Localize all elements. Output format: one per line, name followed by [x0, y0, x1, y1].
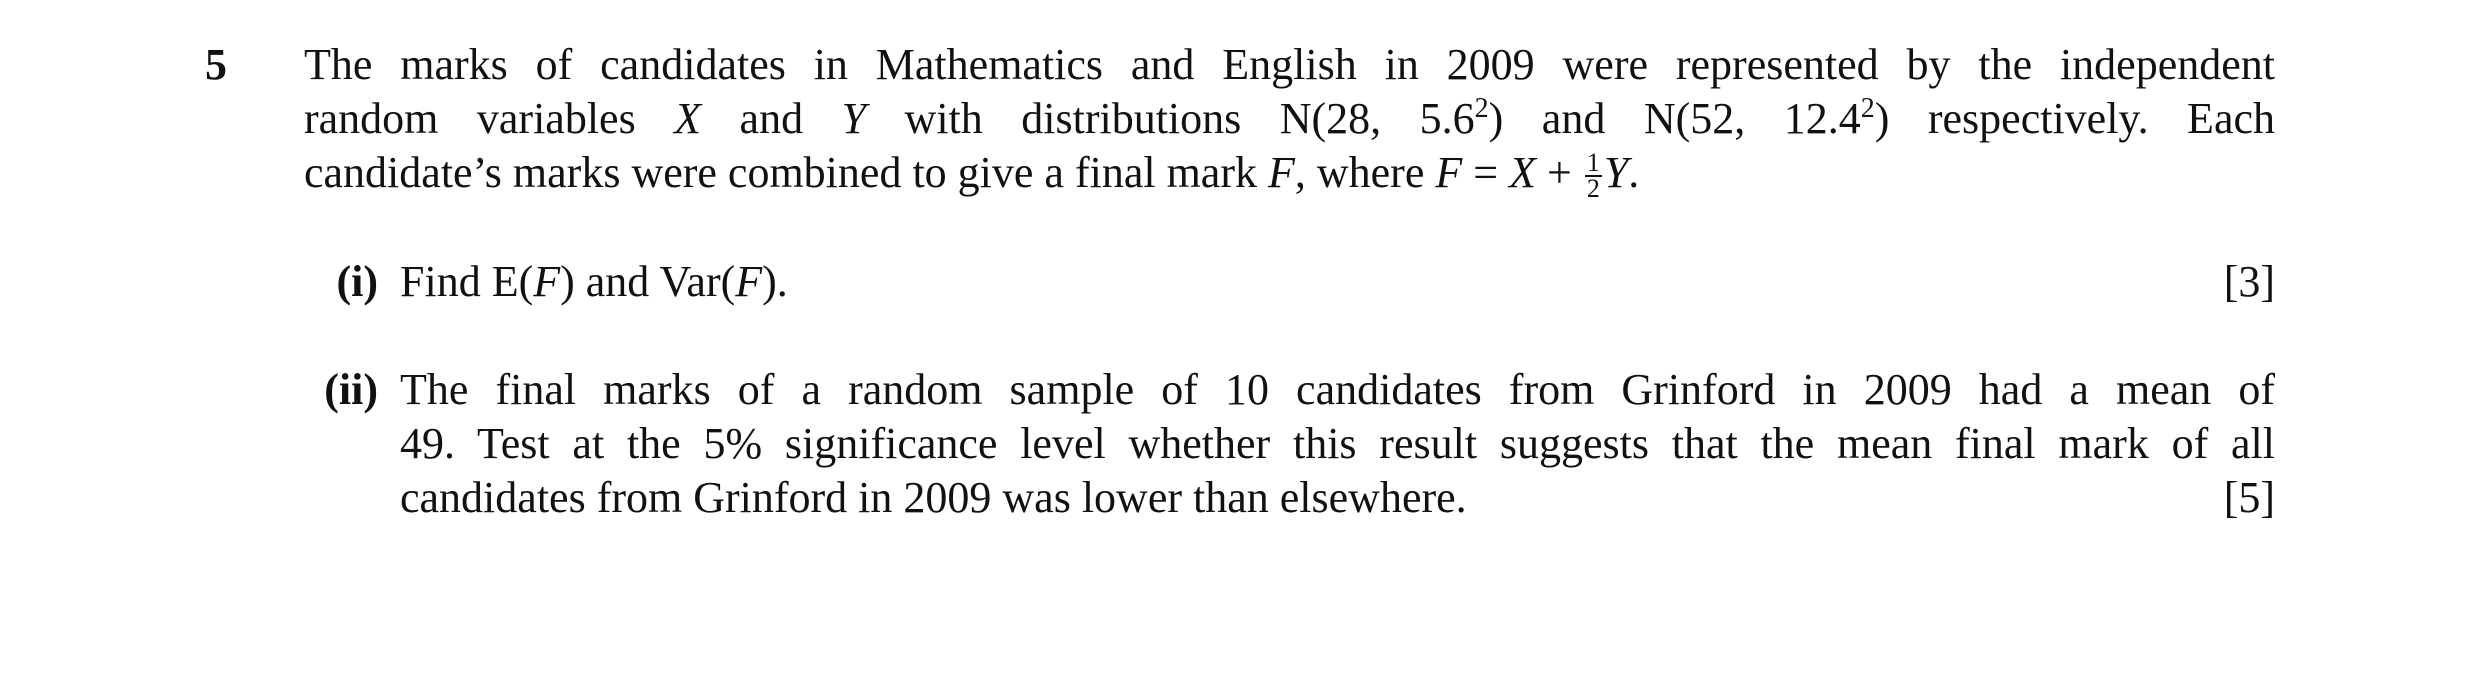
part-i-body: [400, 255, 2275, 309]
question-number: 5: [205, 40, 227, 89]
part-ii-line-2: 49. Test at the 5% significance level whether this result suggests that the mean final mark of all: [400, 419, 2275, 468]
part-ii-line-1: The final marks of a random sample of 10 candidates from Grinford in 2009 had a mean of: [400, 365, 2275, 414]
part-ii-body: [400, 363, 2275, 525]
fraction-one-half: $\frac{1}{2}$: [1586, 148, 1600, 203]
part-ii-marks: [5]: [2223, 473, 2275, 522]
stem-line-3: candidate’s marks were combined to give a final mark F, where F = X + $\frac{1}{2}$ Y.: [304, 148, 1640, 203]
stem-line-2: random variables X and Y with distributions N(28, $5.6^2$) and N(52, 12.4$^2$) respectively. Each: [304, 93, 2275, 143]
part-i-text: Find E(F) and Var(F).: [400, 257, 788, 306]
part-i-marks: [3]: [2223, 257, 2275, 306]
part-ii-label: (ii): [324, 365, 378, 414]
question-stem: [304, 38, 2275, 203]
part-i-label: (i): [336, 257, 378, 306]
stem-line-1: The marks of candidates in Mathematics and English in 2009 were represented by the independent: [304, 40, 2275, 89]
part-ii-line-3: candidates from Grinford in 2009 was lower than elsewhere.: [400, 473, 1467, 522]
